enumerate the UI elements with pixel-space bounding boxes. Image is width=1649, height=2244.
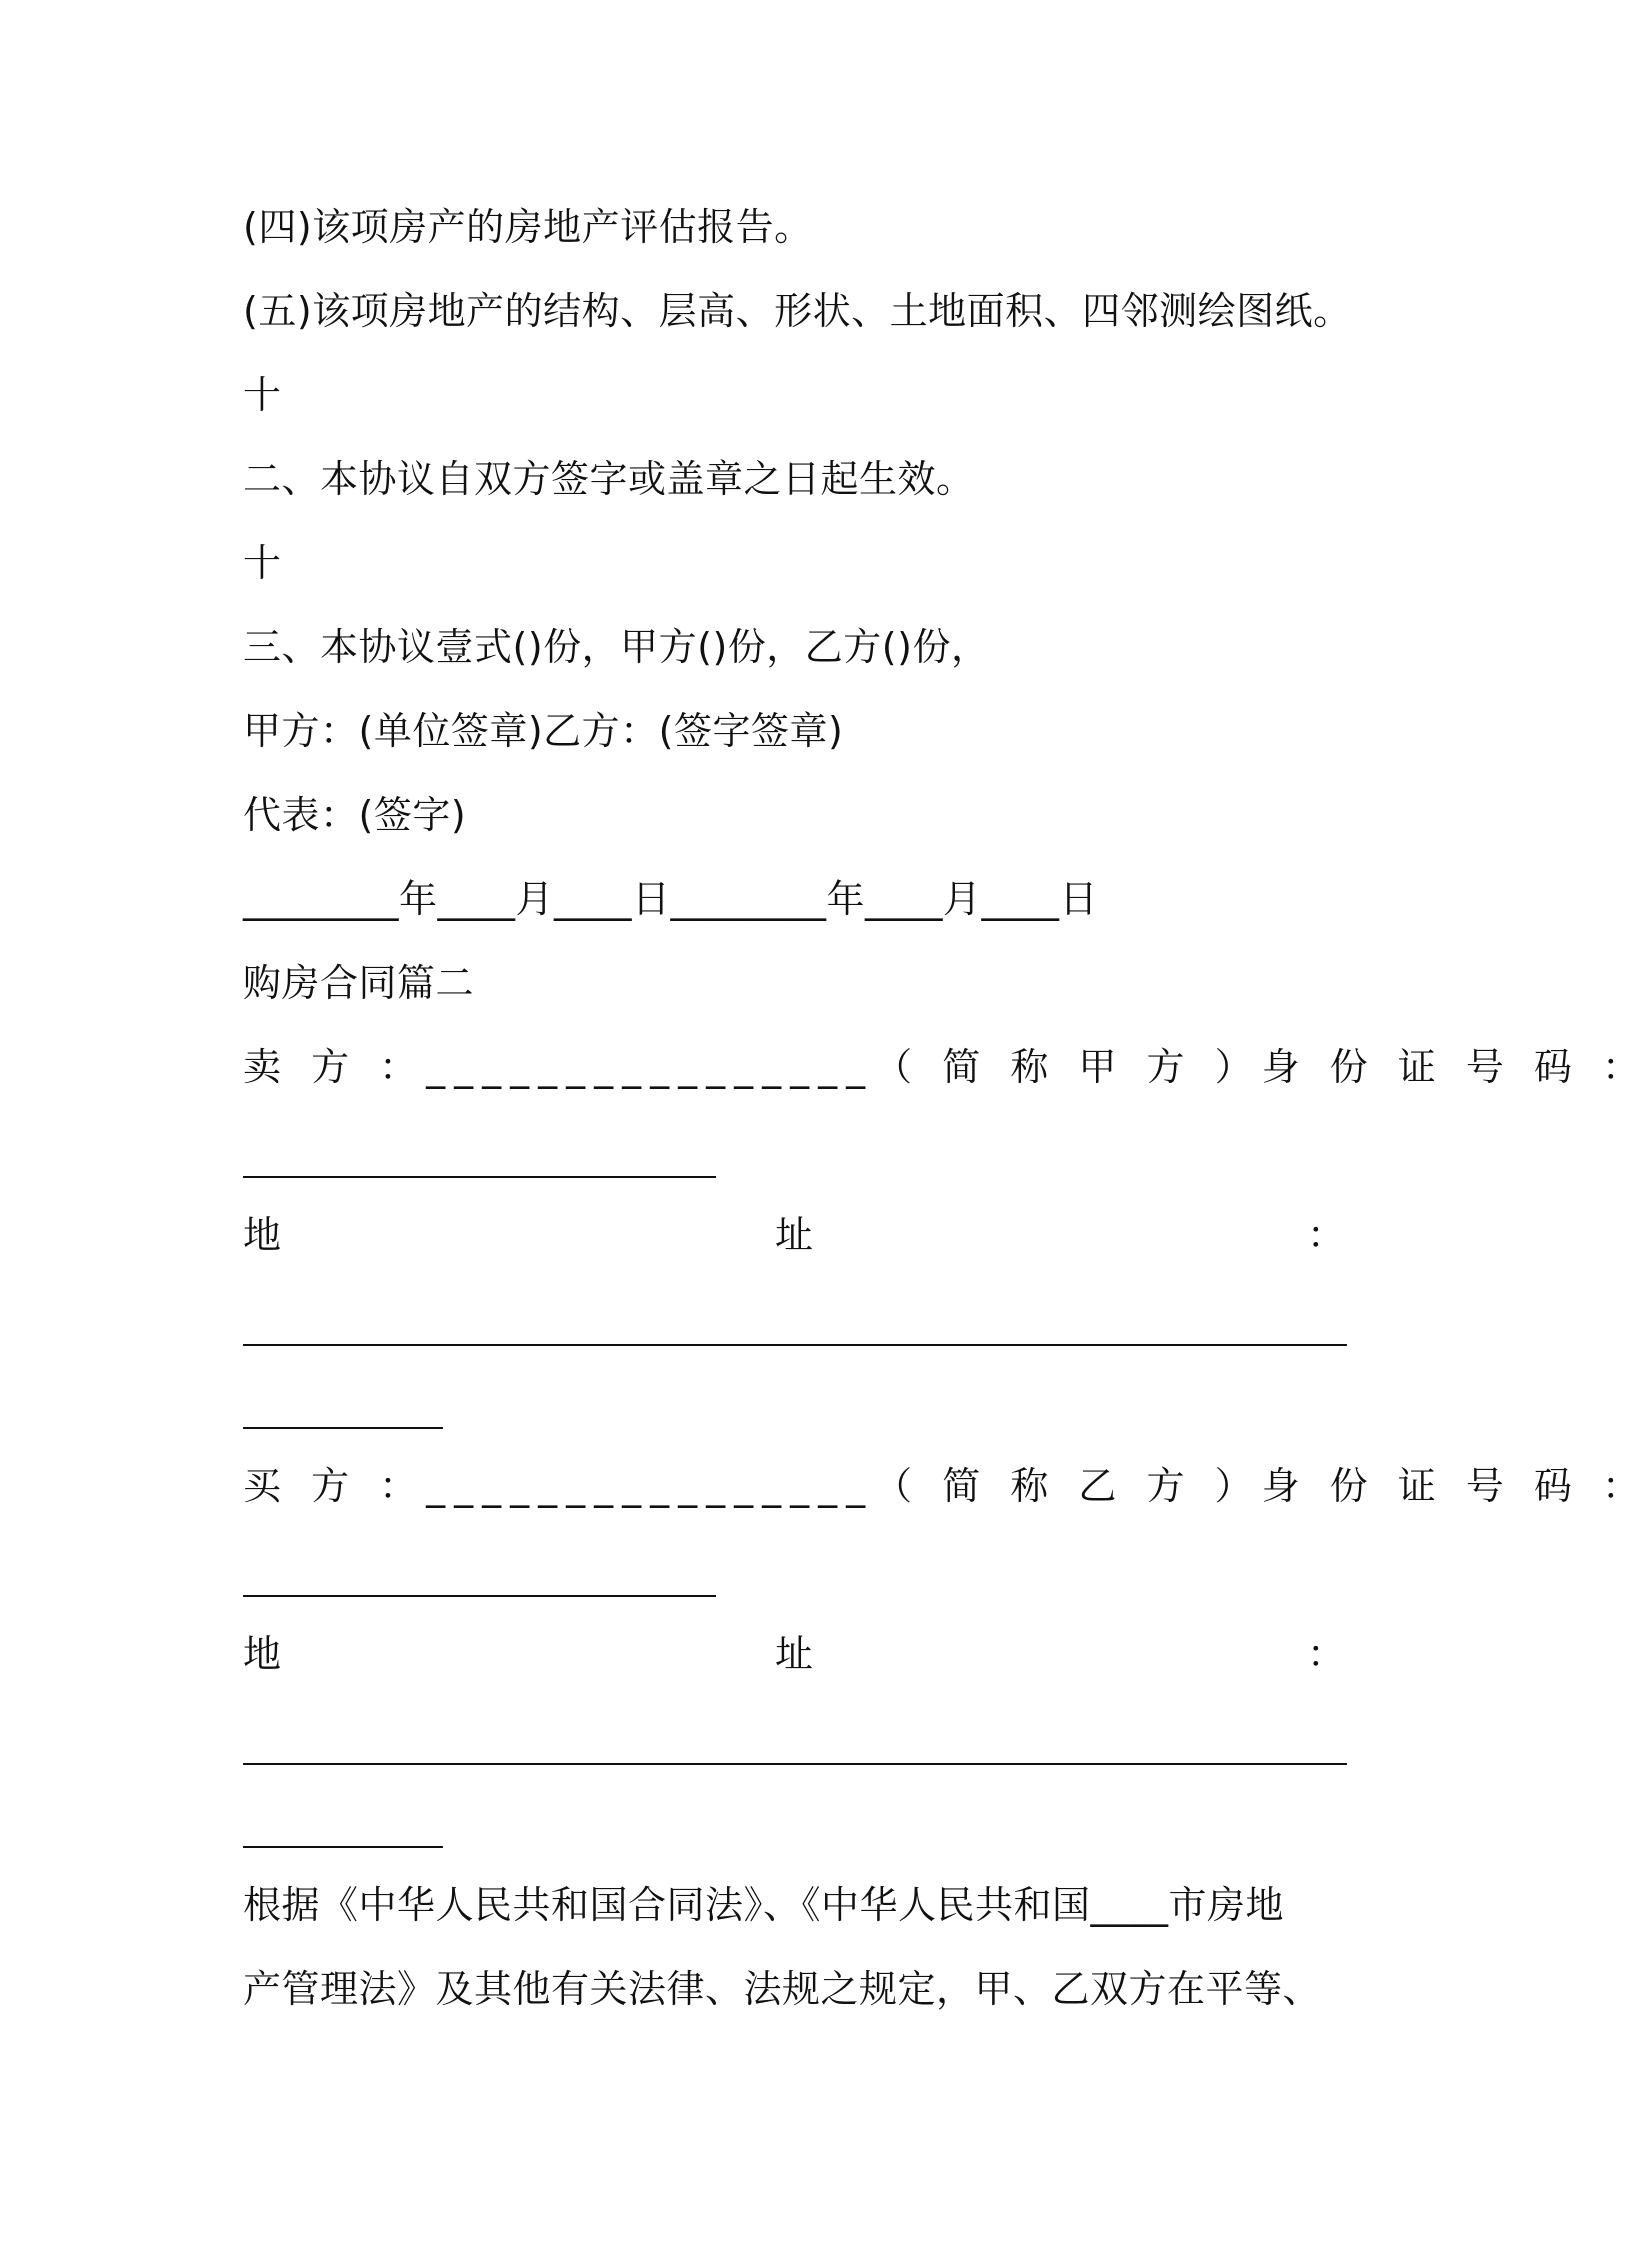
seller-address-blank-cont[interactable] (243, 1427, 443, 1429)
buyer-line (243, 1461, 1649, 1511)
section-number-ten-1: 十 (243, 373, 282, 417)
buyer-address-blank[interactable] (243, 1763, 1347, 1765)
item-four-line: (四)该项房产的房地产评估报告。 (243, 205, 813, 249)
buyer-label: 买 方 ： (243, 1464, 427, 1508)
buyer-id-label: 身 份 证 号 码 ： (1261, 1464, 1649, 1508)
section-number-ten-2: 十 (243, 541, 282, 585)
buyer-name-blank[interactable]: ________________ (426, 1464, 875, 1508)
seller-address-blank[interactable] (243, 1344, 1347, 1346)
buyer-address-blank-cont[interactable] (243, 1846, 443, 1848)
seller-line (243, 1042, 1649, 1092)
address-colon-2: ： (1306, 1632, 1345, 1676)
address-label-zhi-2: 址 (774, 1632, 813, 1676)
preamble-line-2: 产管理法》及其他有关法律、法规之规定，甲、乙双方在平等、 (243, 1967, 1322, 2011)
address-colon: ： (1306, 1213, 1345, 1257)
address-label-di: 地 (243, 1213, 282, 1257)
seller-name-blank[interactable]: ________________ (426, 1045, 875, 1089)
signature-parties-line: 甲方：(单位签章)乙方：(签字签章) (243, 709, 844, 753)
seller-label: 卖 方 ： (243, 1045, 427, 1089)
buyer-id-blank[interactable] (243, 1595, 716, 1597)
seller-address-line (243, 1210, 1345, 1260)
preamble-line-1: 根据《中华人民共和国合同法》、《中华人民共和国____市房地 (243, 1883, 1285, 1927)
seller-id-label: 身 份 证 号 码 ： (1261, 1045, 1649, 1089)
date-line: ________年____月____日________年____月____日 (243, 877, 1099, 921)
address-label-di-2: 地 (243, 1632, 282, 1676)
item-five-line: (五)该项房地产的结构、层高、形状、土地面积、四邻测绘图纸。 (243, 289, 1352, 333)
seller-id-blank[interactable] (243, 1176, 716, 1178)
clause-effective-line: 二、本协议自双方签字或盖章之日起生效。 (243, 457, 975, 501)
seller-short-name: （ 简 称 甲 方 ） (874, 1045, 1262, 1089)
representative-line: 代表：(签字) (243, 793, 467, 837)
address-label-zhi: 址 (774, 1213, 813, 1257)
buyer-short-name: （ 简 称 乙 方 ） (874, 1464, 1262, 1508)
clause-copies-line: 三、本协议壹式()份，甲方()份，乙方()份， (243, 625, 990, 669)
contract-heading: 购房合同篇二 (243, 961, 475, 1005)
buyer-address-line (243, 1629, 1345, 1679)
